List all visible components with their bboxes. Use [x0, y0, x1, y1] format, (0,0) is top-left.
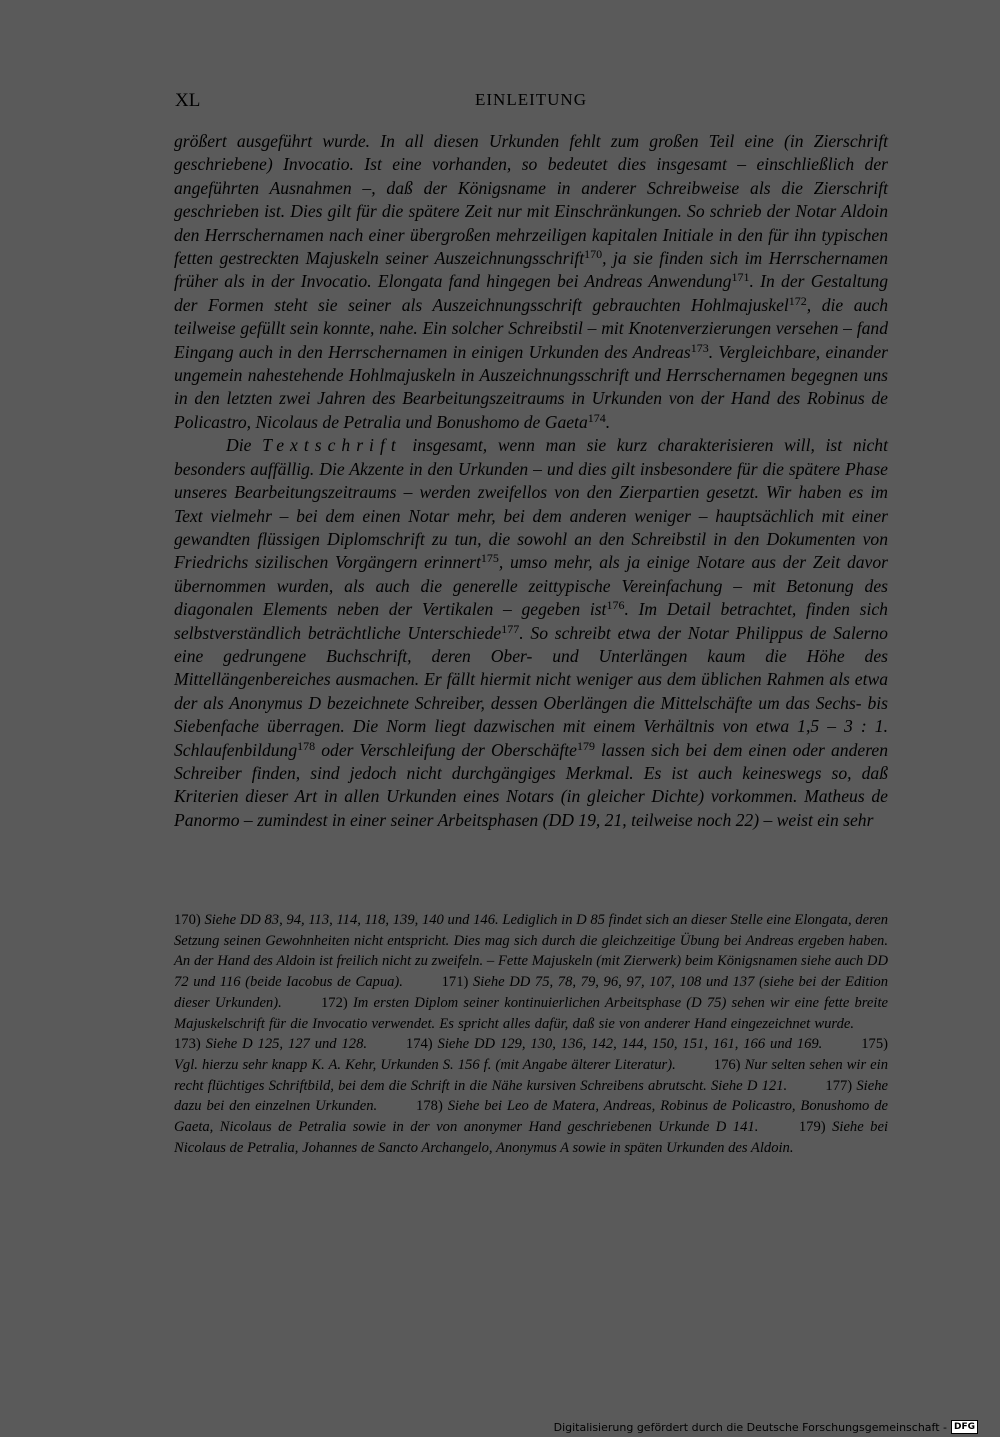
footnote-number: 174) [405, 1036, 433, 1053]
footnote-number: 176) [713, 1056, 741, 1073]
running-title: EINLEITUNG [475, 90, 587, 109]
paragraph [174, 434, 888, 832]
footer-text: Digitalisierung gefördert durch die Deutsche Forschungsgemeinschaft - [553, 1420, 947, 1434]
funding-footer [554, 1419, 978, 1435]
footnote-number: 179) [798, 1119, 826, 1136]
text-run: . [605, 411, 611, 432]
footnote-text: Nur selten sehen wir ein recht flüchtiges Schriftbild, bei dem die Schrift in die Nähe kursiven Schreibens abrutscht. Siehe D 121. [174, 1056, 888, 1094]
dfg-logo: DFG [951, 1420, 978, 1434]
text-run: oder Verschleifung der Oberschäfte [315, 739, 577, 760]
footnote-text: Siehe D 125, 127 und 128. [200, 1036, 368, 1053]
footnote-text: Siehe DD 83, 94, 113, 114, 118, 139, 140 und 146. Lediglich in D 85 findet sich an dieser Stelle eine Elongata, deren Setzung seinen Gewohnheiten nicht entspricht. Dies mag sich durch die gleichzeitige Übung bei Andreas ergeben haben. An der Hand des Aldoin ist freilich nicht zu zweifeln. – Fette Majuskeln (mit Zierwerk) beim Königsnamen siehe auch DD 72 und 116 (beide Iacobus de Capua). [174, 912, 888, 991]
footnote-text: Siehe DD 75, 78, 79, 96, 97, 107, 108 und 137 (siehe bei der Edition dieser Urkunden). [174, 974, 888, 1011]
text-run: lassen sich bei dem einen oder anderen Schreiber finden, sind jedoch nicht durchgängiges Merkmal. Es ist auch keineswegs so, daß Kriterien dieser Art in allen Urkunden eines Notars (in gleicher Dichte) vorkommen. Matheus de Panormo – zumindest in einer seiner Arbeitsphasen (DD 19, 21, teilweise noch 22) – weist ein sehr [174, 739, 888, 830]
footnote-ref: 171 [731, 270, 750, 285]
footnote-text: Siehe dazu bei den einzelnen Urkunden. [174, 1077, 888, 1115]
main-text [174, 130, 888, 832]
footnote-text: Vgl. hierzu sehr knapp K. A. Kehr, Urkunden S. 156 f. (mit Angabe älterer Literatur). [174, 1056, 676, 1073]
footnote-text: Siehe bei Leo de Matera, Andreas, Robinus de Policastro, Bonushomo de Gaeta, Nicolaus de Petralia sowie in der von anonymer Hand geschriebenen Urkunde D 141. [174, 1098, 888, 1136]
footnotes [174, 910, 888, 1158]
text-run: , die auch teilweise gefüllt sein konnte, nahe. Ein solcher Schreibstil – mit Knotenverzierungen versehen – fand Eingang auch in den Herrschernamen in einigen Urkunden des Andreas [174, 294, 888, 362]
footnote-number: 178) [416, 1098, 443, 1115]
footnote [406, 1036, 822, 1052]
text-run: , ja sie finden sich im Herrschernamen früher als in der Invocatio. Elongata fand hingegen bei Andreas Anwendung [174, 248, 888, 292]
footnote-ref: 178 [297, 738, 316, 753]
footnote-number: 175) [861, 1036, 888, 1053]
text-run: Die [226, 435, 263, 456]
footnote-ref: 170 [584, 247, 603, 262]
footnote-number: 171) [441, 974, 469, 991]
footnote-ref: 173 [690, 340, 709, 355]
footnote-number: 173) [174, 1036, 201, 1053]
footnote-ref: 172 [788, 293, 807, 308]
footnote-text: Siehe bei Nicolaus de Petralia, Johannes de Sancto Archangelo, Anonymus A sowie in späten Urkunden des Aldoin. [174, 1119, 888, 1156]
page-number: XL [175, 90, 201, 111]
text-run: größert ausgeführt wurde. In all diesen Urkunden fehlt zum großen Teil eine (in Zierschrift geschriebene) Invocatio. Ist eine vorhanden, so bedeutet dies insgesamt – einschließlich der angeführten Ausnahmen –, daß der Königsname in anderer Schreibweise als die Zierschrift geschrieben ist. Dies gilt für die spätere Zeit nur mit Einschränkungen. So schrieb der Notar Aldoin den Herrschernamen nach einer übergroßen mehrzeiligen kapitalen Initiale in den für ihn typischen fetten gestreckten Majuskeln seiner Auszeichnungsschrift [174, 131, 888, 269]
page-header [175, 90, 887, 118]
footnote-number: 177) [825, 1077, 853, 1094]
paragraph [174, 130, 888, 434]
text-run: . In der Gestaltung der Formen steht sie seiner als Auszeichnungsschrift gebrauchten Hohlmajuskel [174, 271, 889, 315]
text-run: , umso mehr, als ja einige Notare aus der Zeit davor übernommen wurden, als auch die generelle zeittypische Vereinfachung – mit Betonung des diagonalen Elements neben der Vertikalen – gegeben ist [174, 552, 889, 620]
spaced-term: Textschrift [262, 435, 402, 456]
text-run: insgesamt, wenn man sie kurz charakterisieren will, ist nicht besonders auffällig. Die Akzente in den Urkunden – und dies gilt insbesondere für die spätere Phase unseres Bearbeitungszeitraums – werden zweifellos von den Zierpartien gesetzt. Wir haben es im Text vielmehr – bei dem einen Notar mehr, bei dem anderen weniger – hauptsächlich mit einer gewandten flüssigen Diplomschrift zu tun, die sowohl an den Schreibstil in den Dokumenten von Friedrichs sizilischen Vorgängern erinnert [174, 435, 888, 573]
footnote-ref: 177 [501, 621, 520, 636]
footnote-ref: 179 [576, 738, 595, 753]
text-run: . Vergleichbare, einander ungemein nahestehende Hohlmajuskeln in Auszeichnungsschrift und Herrschernamen begegnen uns in den letzten zwei Jahren des Bearbeitungszeitraums in Urkunden von der Hand des Robinus de Policastro, Nicolaus de Petralia und Bonushomo de Gaeta [174, 341, 888, 432]
footnote-text: Im ersten Diplom seiner kontinuierlichen Arbeitsphase (D 75) sehen wir eine fette breite Majuskelschrift für die Invocatio verwendet. Es spricht alles dafür, daß sie von anderer Hand eingezeichnet wurde. [174, 994, 889, 1032]
text-run: . Im Detail betrachtet, finden sich selbstverständlich beträchtliche Unterschiede [174, 599, 888, 643]
footnote-number: 172) [320, 994, 348, 1011]
footnote [174, 1036, 367, 1052]
footnote-ref: 175 [480, 551, 499, 566]
footnote-number: 170) [174, 912, 201, 928]
footnote-text: Siehe DD 129, 130, 136, 142, 144, 150, 151, 161, 166 und 169. [432, 1036, 823, 1053]
footnote-ref: 176 [606, 598, 625, 613]
text-run: . So schreibt etwa der Notar Philippus de Salerno eine gedrungene Buchschrift, deren Ober- und Unterlängen kaum die Höhe des Mittellängenbereiches ausmachen. Er fällt hiermit nicht weniger aus dem üblichen Rahmen als etwa der als Anonymus D bezeichnete Schreiber, dessen Oberlängen die Mittelschäfte um das Sechs- bis Siebenfache überragen. Die Norm liegt dazwischen mit einem Verhältnis von etwa 1,5 – 3 : 1. Schlaufenbildung [174, 622, 888, 760]
footnote-ref: 174 [587, 410, 606, 425]
